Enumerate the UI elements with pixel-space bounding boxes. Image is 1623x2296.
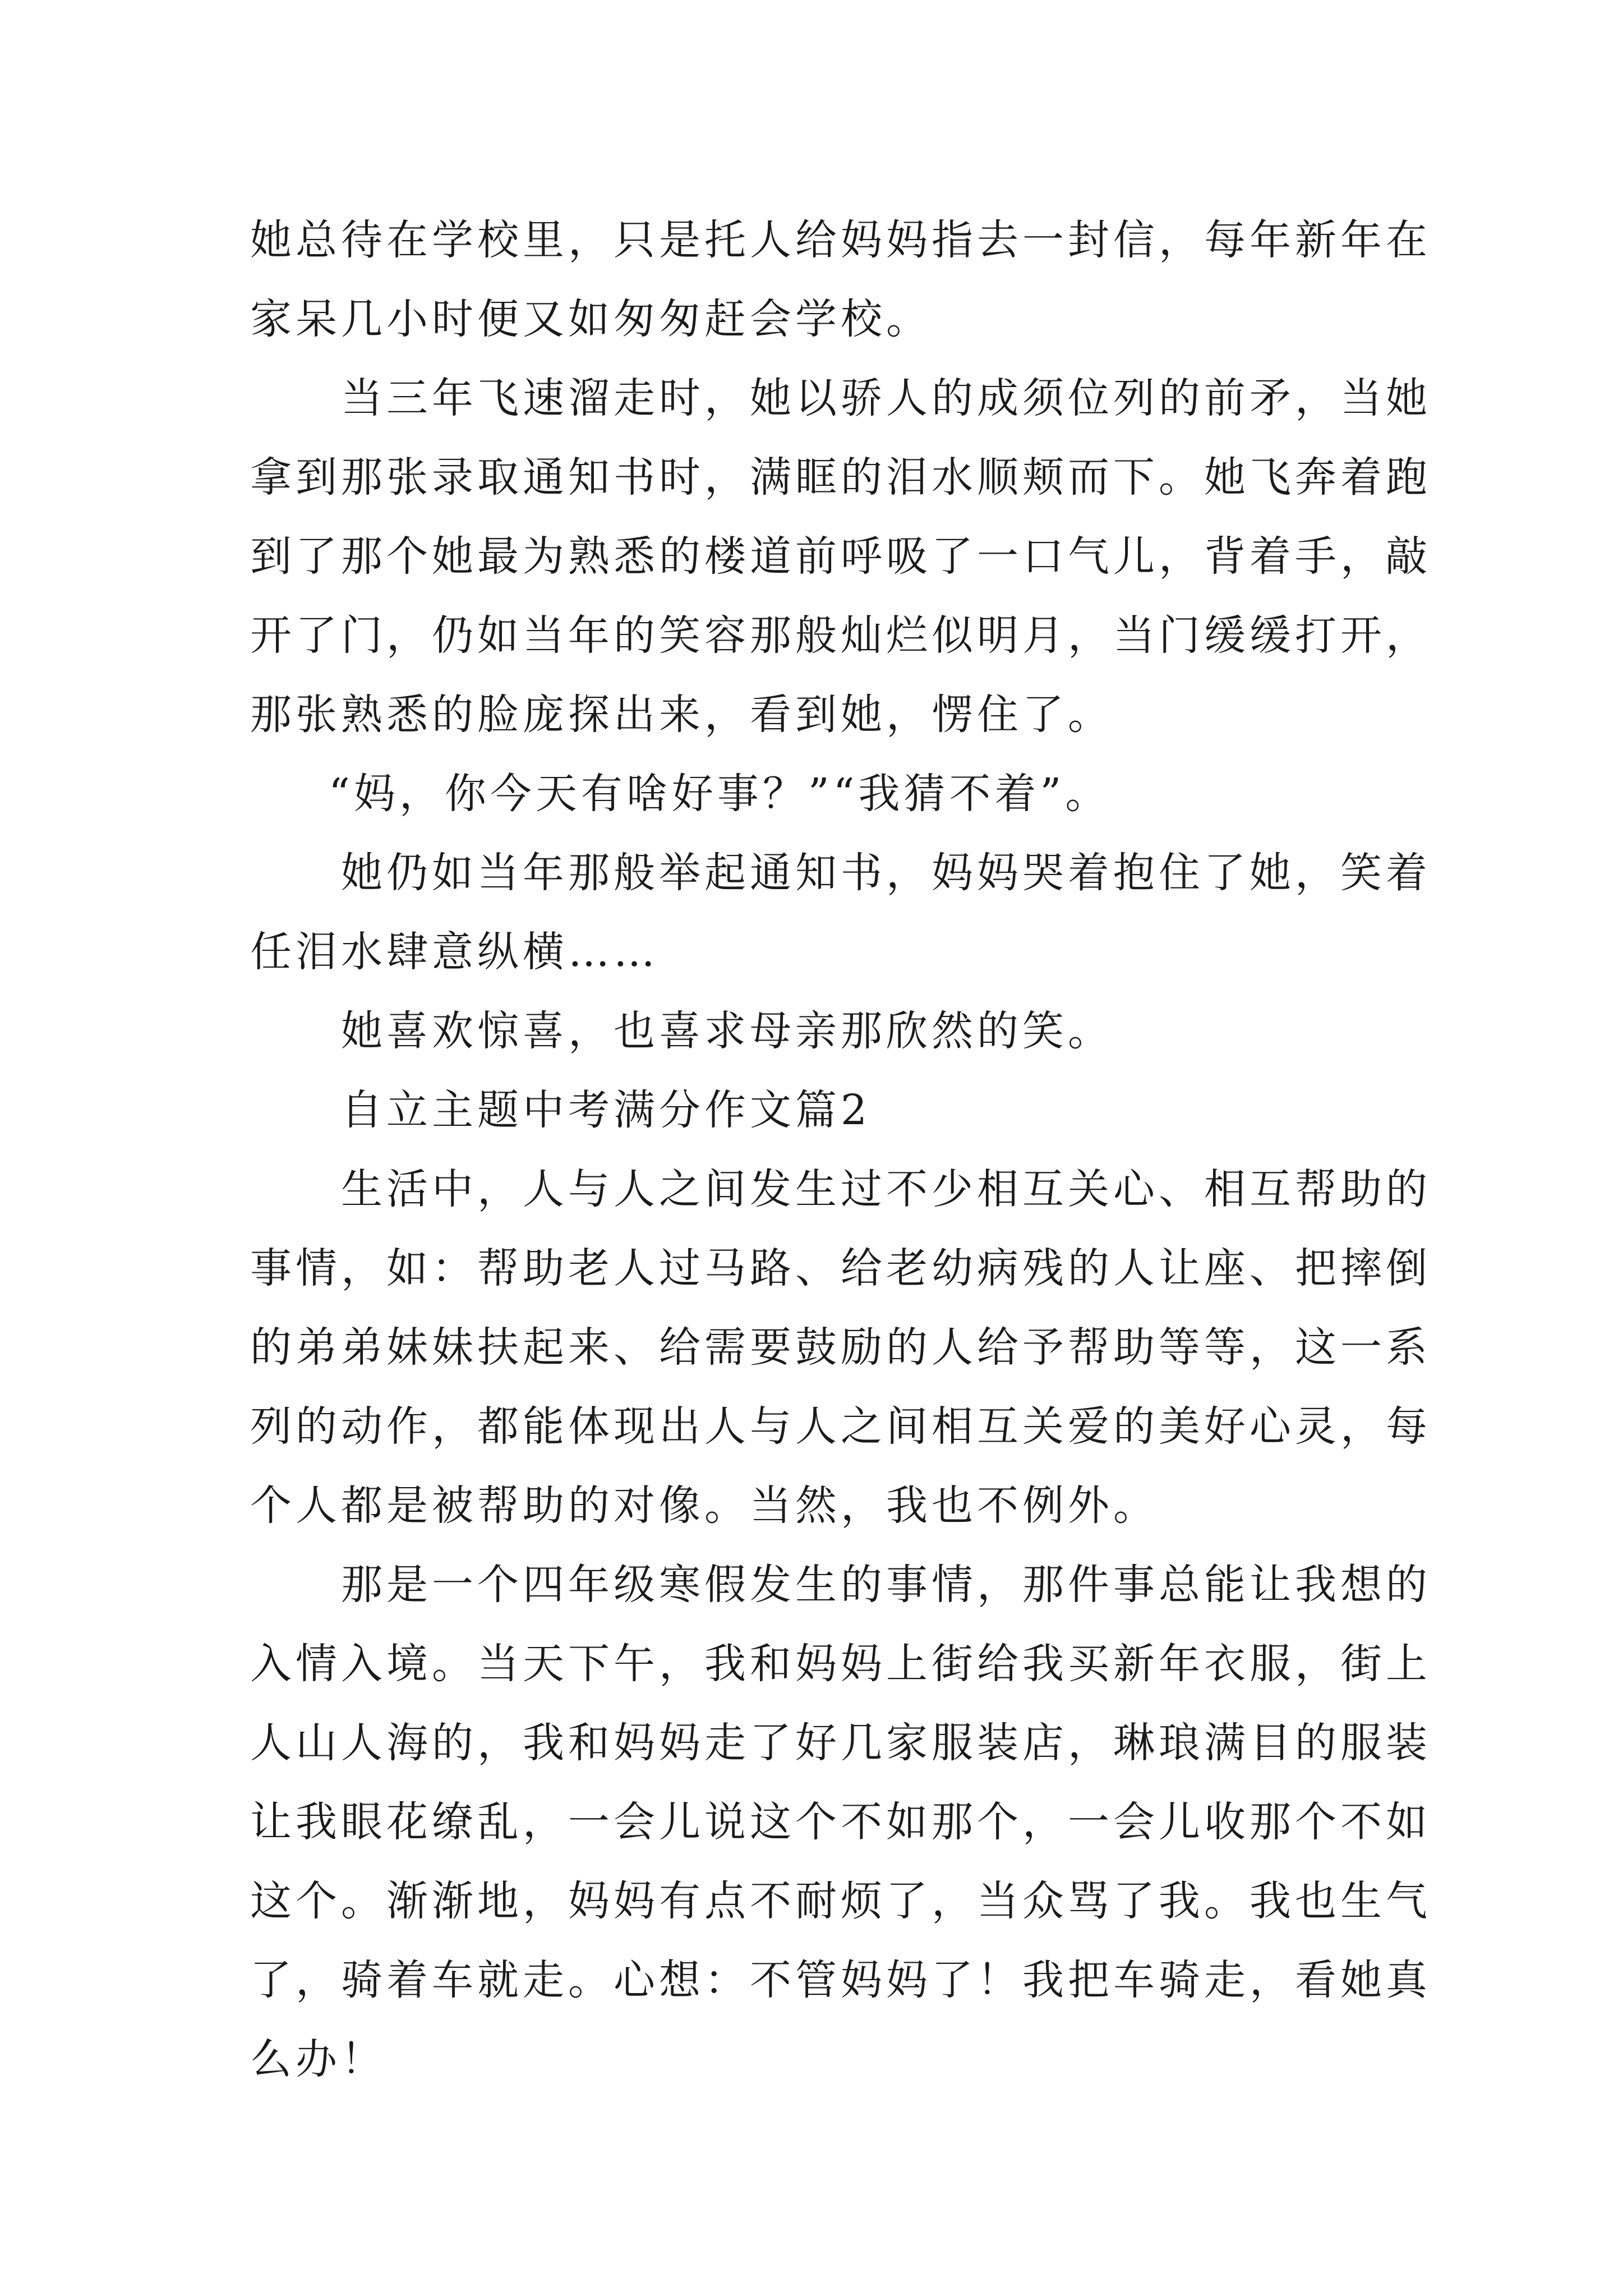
text-line: 当三年飞速溜走时，她以骄人的成须位列的前矛，当她: [341, 374, 1431, 422]
text-line: 个人都是被帮助的对像。当然，我也不例外。: [250, 1481, 1159, 1530]
text-line: 的弟弟妹妹扶起来、给需要鼓励的人给予帮助等等，这一系: [250, 1323, 1431, 1372]
text-line: 让我眼花缭乱，一会儿说这个不如那个，一会儿收那个不如: [250, 1798, 1431, 1846]
section-heading: [250, 1071, 1389, 1150]
paragraph: [250, 992, 1389, 1071]
text-line: 到了那个她最为熟悉的楼道前呼吸了一口气儿，背着手，敲: [250, 532, 1431, 581]
text-line: 入情入境。当天下午，我和妈妈上街给我买新年衣服，街上: [250, 1640, 1431, 1688]
text-line: 这个。渐渐地，妈妈有点不耐烦了，当众骂了我。我也生气: [250, 1877, 1431, 1925]
paragraph: [250, 1545, 1431, 2099]
text-line: 自立主题中考满分作文篇2: [341, 1086, 872, 1134]
text-line: 那是一个四年级寒假发生的事情，那件事总能让我想的: [341, 1561, 1431, 1609]
text-line: 那张熟悉的脸庞探出来，看到她，愣住了。: [250, 691, 1113, 739]
paragraph: [250, 359, 1431, 754]
paragraph: [250, 201, 1431, 359]
paragraph: [250, 754, 1389, 834]
text-line: 开了门，仍如当年的笑容那般灿烂似明月，当门缓缓打开，: [250, 611, 1431, 660]
text-line: 家呆几小时便又如匆匆赶会学校。: [250, 295, 932, 343]
text-line: 她喜欢惊喜，也喜求母亲那欣然的笑。: [341, 1007, 1113, 1055]
paragraph: [250, 1150, 1431, 1545]
text-line: 么办！: [250, 2035, 386, 2083]
paragraph: [250, 834, 1431, 992]
text-line: 生活中，人与人之间发生过不少相互关心、相互帮助的: [341, 1165, 1431, 1213]
text-line: 了，骑着车就走。心想：不管妈妈了！我把车骑走，看她真: [250, 1956, 1431, 2004]
text-line: “妈，你今天有啥好事？”“我猜不着”。: [329, 770, 1111, 818]
text-line: 事情，如：帮助老人过马路、给老幼病残的人让座、把摔倒: [250, 1244, 1431, 1292]
text-line: 她总待在学校里，只是托人给妈妈指去一封信，每年新年在: [250, 216, 1431, 264]
text-line: 拿到那张录取通知书时，满眶的泪水顺颊而下。她飞奔着跑: [250, 453, 1431, 501]
essay-text: [250, 201, 1431, 2099]
text-line: 列的动作，都能体现出人与人之间相互关爱的美好心灵，每: [250, 1402, 1431, 1451]
text-line: 人山人海的，我和妈妈走了好几家服装店，琳琅满目的服装: [250, 1719, 1431, 1767]
text-line: 任泪水肆意纵横……: [250, 928, 659, 976]
text-line: 她仍如当年那般举起通知书，妈妈哭着抱住了她，笑着: [341, 849, 1431, 897]
